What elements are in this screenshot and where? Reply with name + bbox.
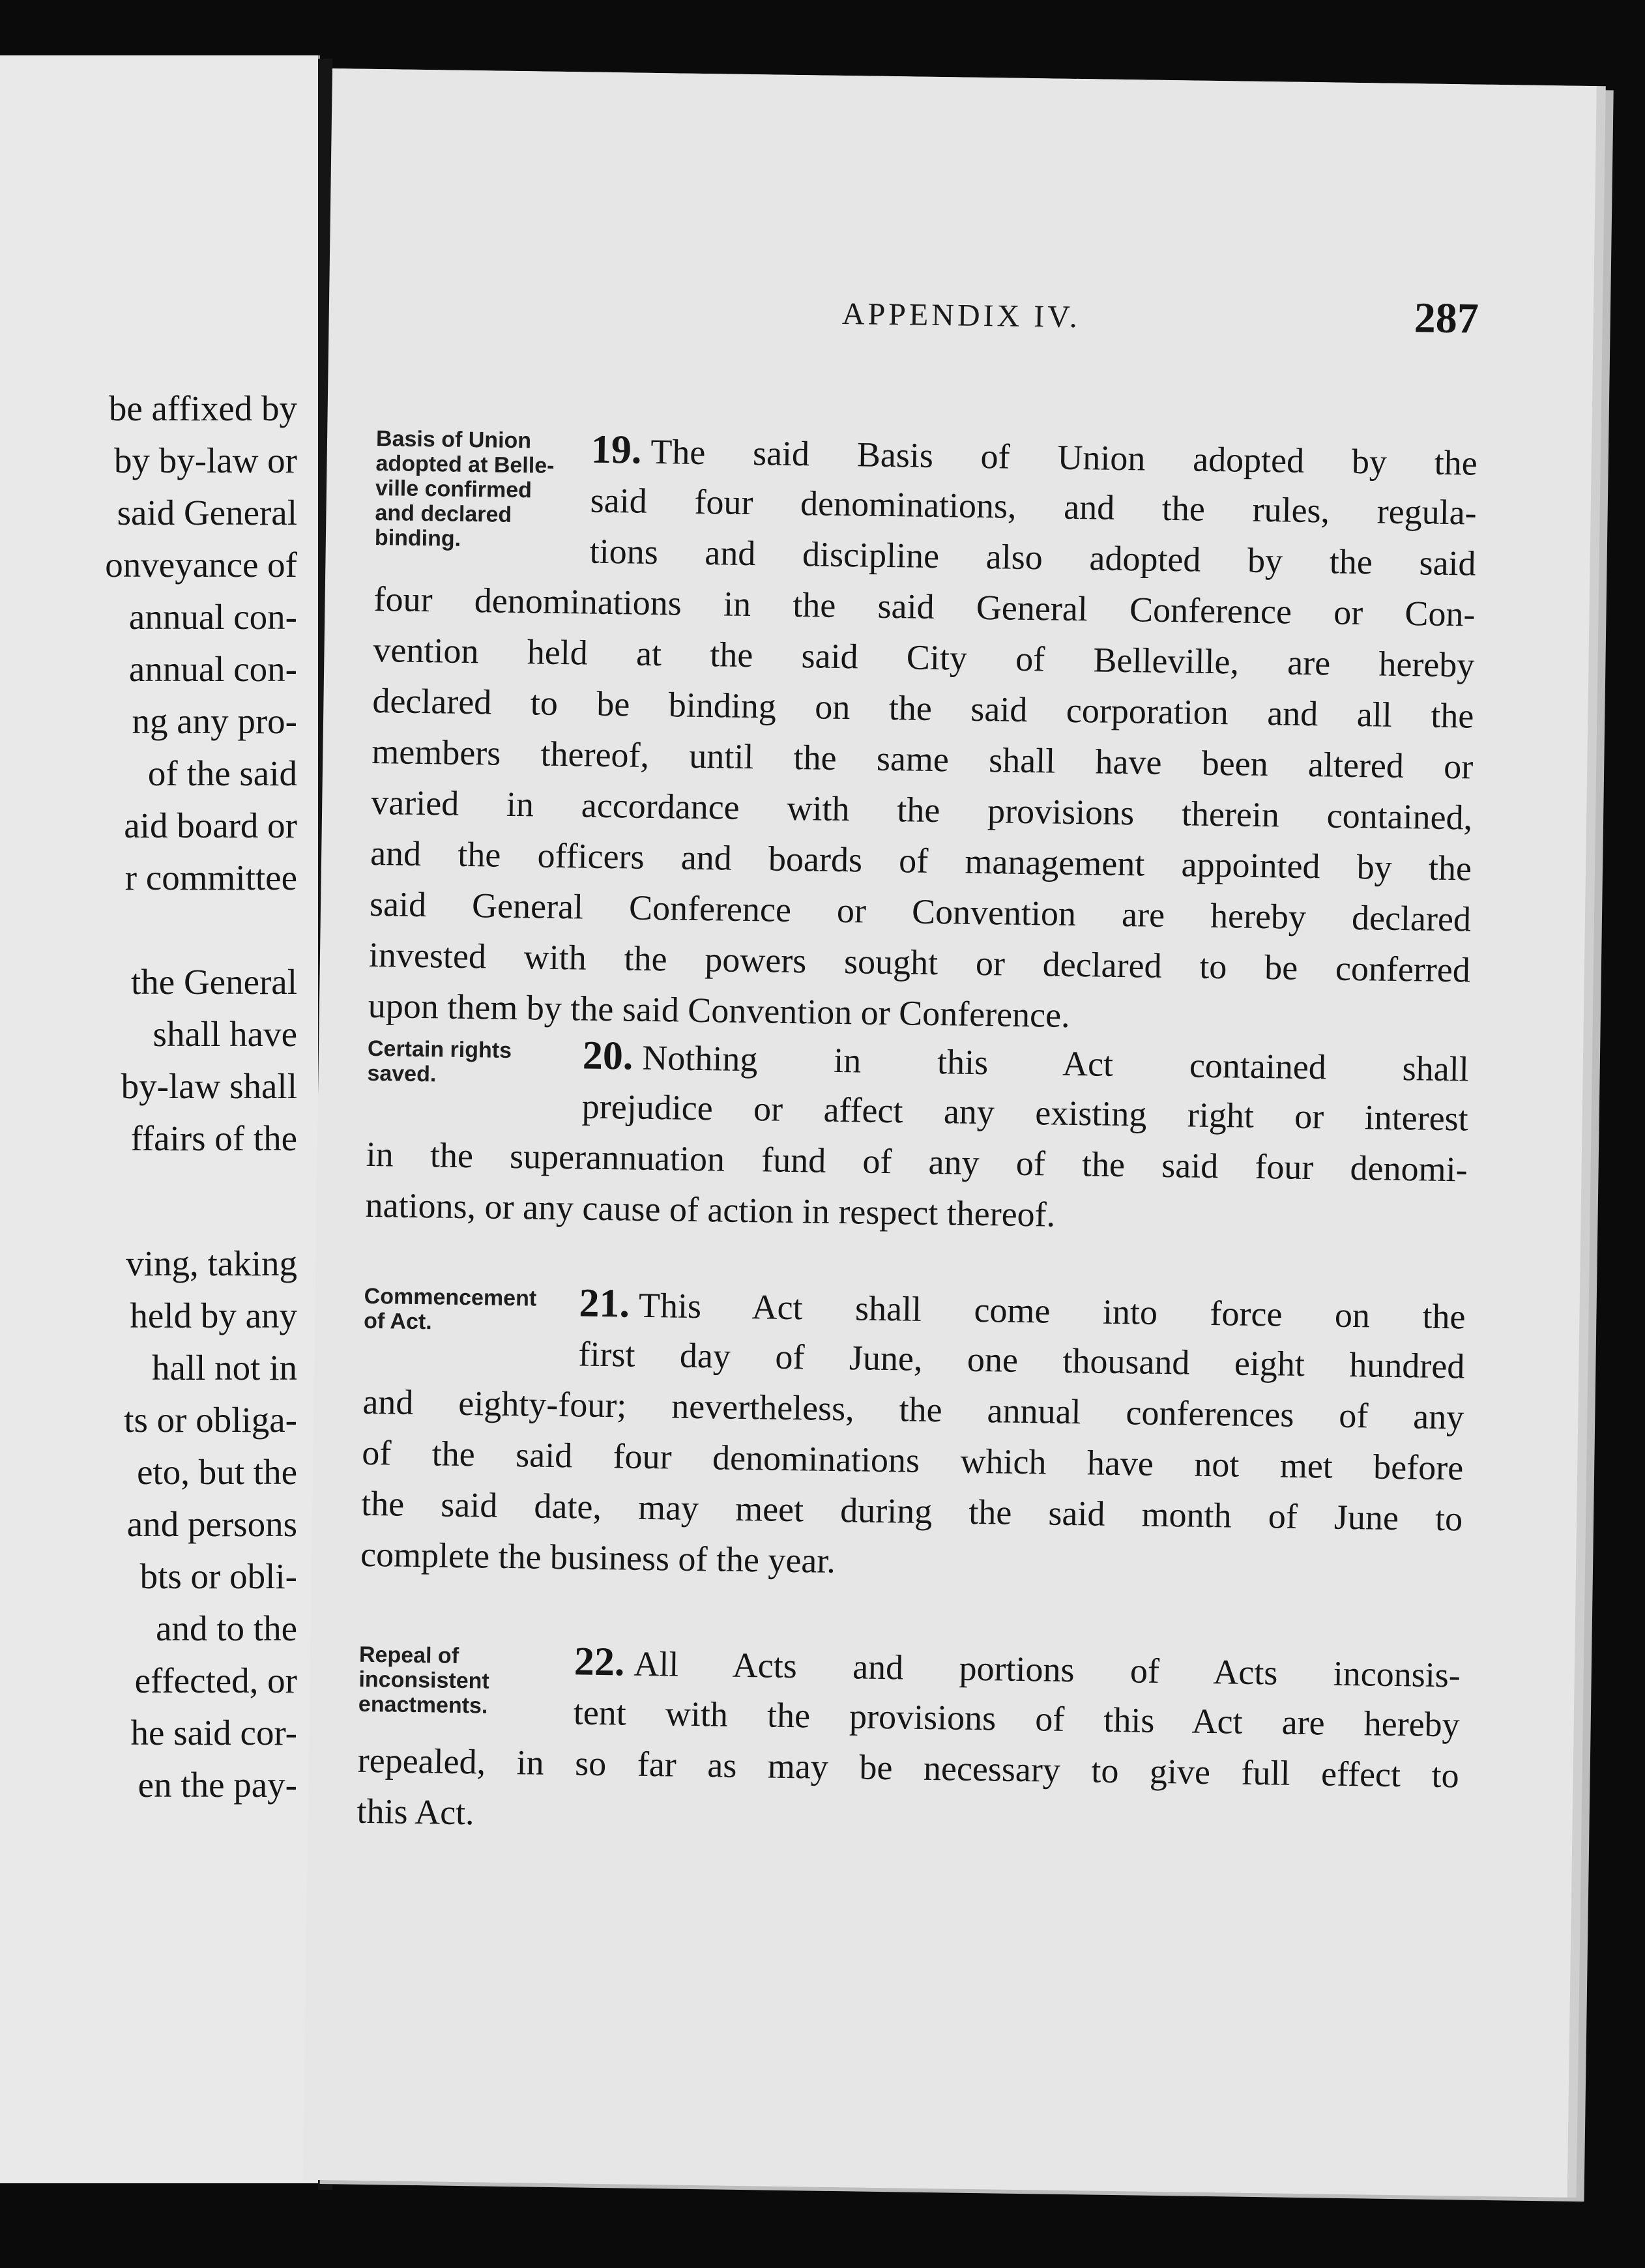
body-line: said General Conference or Convention are hereby declared <box>369 884 1472 939</box>
section-number: 22. <box>574 1639 625 1685</box>
left-line: and to the <box>156 1608 297 1648</box>
sidenote-line: saved. <box>367 1060 437 1087</box>
body-line: declared to be binding on the said corporation and all the <box>372 680 1474 736</box>
section-body <box>357 1633 1461 1852</box>
left-line: said General <box>117 493 297 532</box>
left-line: r committee <box>124 858 297 897</box>
body-line: tions and discipline also adopted by the said <box>589 531 1476 583</box>
section-number: 21. <box>579 1281 630 1326</box>
body-line: tent with the provisions of this Act are hereby <box>573 1693 1461 1745</box>
section-number: 20. <box>582 1033 633 1079</box>
section-body <box>360 1275 1466 1595</box>
body-line: the said date, may meet during the said month of June to <box>360 1483 1463 1539</box>
sidenote-line: inconsistent <box>358 1666 489 1694</box>
left-line: be affixed by <box>108 388 297 428</box>
left-line: held by any <box>130 1296 297 1335</box>
running-head: APPENDIX IV. <box>841 296 1081 335</box>
section-body <box>365 1027 1469 1246</box>
left-line <box>105 1201 297 1238</box>
body-line: vention held at the said City of Belleville, are hereby <box>373 630 1475 685</box>
sidenote-line: of Act. <box>363 1308 432 1335</box>
left-line: he said cor- <box>130 1713 297 1752</box>
sidenote-line: Basis of Union <box>375 426 532 454</box>
left-line <box>105 904 297 956</box>
left-line: en the pay- <box>138 1765 297 1805</box>
left-line: of the said <box>147 753 297 793</box>
left-line: aid board or <box>124 806 297 845</box>
body-line: invested with the powers sought or declared to be conferred <box>368 935 1471 990</box>
body-line: 20. Nothing in this Act contained shall <box>582 1033 1470 1089</box>
section-21 <box>315 1274 1580 1580</box>
left-line: and persons <box>126 1504 297 1544</box>
right-page <box>303 68 1597 2198</box>
page-header <box>328 278 1594 355</box>
left-line: shall have <box>153 1014 297 1054</box>
body-line: first day of June, one thousand eight hundred <box>578 1334 1465 1386</box>
left-page-text <box>105 383 297 1811</box>
left-line: ffairs of the <box>130 1118 297 1158</box>
body-line: complete the business of the year. <box>360 1534 836 1580</box>
body-line: and the officers and boards of management appointed by the <box>370 833 1472 888</box>
section-22 <box>310 1633 1575 1833</box>
sidenote-line: enactments. <box>358 1691 488 1719</box>
left-line: by by-law or <box>113 441 297 480</box>
body-line: 22. All Acts and portions of Acts inconsis- <box>574 1639 1461 1695</box>
body-line: 19. The said Basis of Union adopted by the <box>590 427 1478 483</box>
body-line: said four denominations, and the rules, regula- <box>590 480 1478 532</box>
sidenote-line: binding. <box>374 525 461 551</box>
left-line: hall not in <box>151 1348 297 1388</box>
body-line: upon them by the said Convention or Conference. <box>368 985 1071 1035</box>
left-line: annual con- <box>128 597 297 637</box>
left-line: bts or obli- <box>139 1556 297 1596</box>
body-line: of the said four denominations which have not met before <box>361 1432 1464 1488</box>
left-line: ng any pro- <box>132 701 297 741</box>
left-line: by-law shall <box>121 1066 297 1106</box>
left-line: ving, taking <box>126 1243 297 1283</box>
sidenote-line: Certain rights <box>367 1036 512 1063</box>
left-page <box>0 55 320 2183</box>
sidenote-line: and declared <box>375 500 512 527</box>
left-line <box>105 1165 297 1201</box>
sidenote-line: adopted at Belle- <box>375 450 555 478</box>
body-line: in the superannuation fund of any of the said four denomi- <box>366 1134 1468 1189</box>
sidenote-line: Commencement <box>364 1283 537 1311</box>
body-line: this Act. <box>357 1791 475 1833</box>
body-line: four denominations in the said General Conference or Con- <box>373 579 1476 634</box>
section-number: 19. <box>590 427 642 472</box>
body-line: 21. This Act shall come into force on the <box>579 1281 1466 1337</box>
left-line: effected, or <box>134 1661 297 1700</box>
left-line: ts or obliga- <box>124 1400 297 1440</box>
body-line: prejudice or affect any existing right or interest <box>581 1086 1469 1139</box>
section-body <box>368 421 1478 1047</box>
left-line: the General <box>131 962 297 1002</box>
body-line: nations, or any cause of action in respect thereof. <box>365 1185 1056 1234</box>
body-line: and eighty-four; nevertheless, the annual conferences of any <box>362 1382 1464 1437</box>
left-line: onveyance of <box>105 545 297 585</box>
body-line: members thereof, until the same shall have been altered or <box>371 731 1474 787</box>
sidenote-line: Repeal of <box>358 1642 459 1668</box>
body-line: varied in accordance with the provisions therein contained, <box>370 782 1473 837</box>
body-line: repealed, in so far as may be necessary to give full effect to <box>357 1740 1460 1796</box>
left-line: annual con- <box>128 649 297 689</box>
page-number: 287 <box>1414 294 1479 343</box>
sidenote-line: ville confirmed <box>375 475 532 503</box>
left-line: eto, but the <box>137 1452 297 1492</box>
